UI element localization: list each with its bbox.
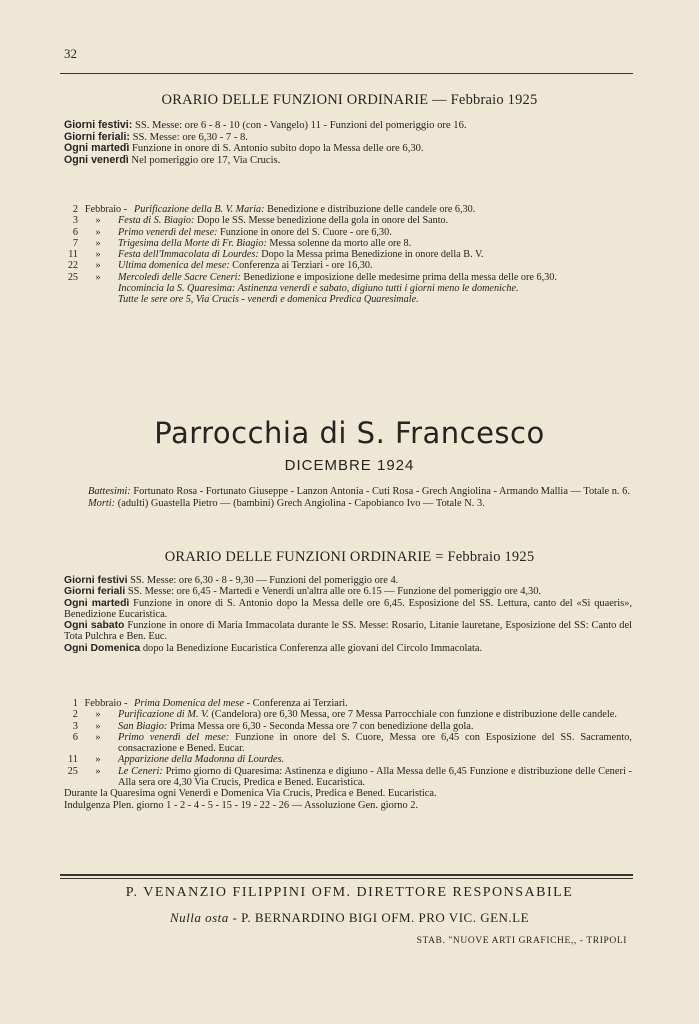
- section1-schedule: [64, 120, 632, 167]
- parish-registry: [64, 486, 632, 509]
- printer-line: STAB. "NUOVE ARTI GRAFICHE,, - TRIPOLI: [416, 936, 627, 946]
- calendar-entry: 2 Febbraio - Purificazione della B. V. Maria: Benedizione e distribuzione delle candele ore 6,30.: [72, 204, 476, 215]
- parish-title: Parrocchia di S. Francesco: [154, 416, 545, 450]
- calendar-entry: 22 » Ultima domenica del mese: Conferenza ai Terziari - ore 16,30.: [67, 260, 373, 272]
- section2-calendar: [64, 698, 632, 811]
- schedule-line: Giorni feriali: SS. Messe: ore 6,30 - 7 - 8.: [64, 130, 248, 143]
- closing-line: Indulgenza Plen. giorno 1 - 2 - 4 - 5 - 15 - 19 - 22 - 26 — Assoluzione Gen. giorno 2.: [64, 799, 419, 811]
- parish-month: DICEMBRE 1924: [284, 457, 415, 474]
- schedule-line: Giorni feriali SS. Messe: ore 6,45 - Martedì e Venerdì un'altra alle ore 6.15 — Funzione del pomeriggio ore 4,30.: [64, 586, 541, 598]
- calendar-entry: 11 » Festa dell'Immacolata di Lourdes: Dopo la Messa prima Benedizione in onore della B. V.: [68, 249, 484, 261]
- schedule-line: Ogni martedì Funzione in onore di S. Antonio dopo la Messa delle ore 6,45. Esposizione del SS. Lettura, canto del «Si quaeris», Benedizione Eucaristica.: [64, 597, 632, 620]
- footer-rule-top: [60, 874, 633, 876]
- baptisms-line: Battesimi: Fortunato Rosa - Fortunato Giuseppe - Lanzon Antonia - Cuti Rosa - Grech Angiolina - Armando Mallia — Totale n. 6.: [88, 486, 630, 497]
- calendar-entry: 3 » Festa di S. Biagio: Dopo le SS. Messe benedizione della gola in onore del Santo.: [72, 215, 449, 227]
- schedule-line: Ogni martedì Funzione in onore di S. Antonio subito dopo la Messa delle ore 6,30.: [64, 142, 424, 155]
- director-line: P. VENANZIO FILIPPINI OFM. DIRETTORE RESPONSABILE: [125, 885, 574, 900]
- top-rule: [60, 73, 633, 74]
- calendar-entry: 2 » Purificazione di M. V. (Candelora) ore 6,30 Messa, ore 7 Messa Parrocchiale con funzione e distribuzione delle candele.: [72, 709, 617, 721]
- calendar-entry: 6 » Primo venerdì del mese: Funzione in onore del S. Cuore, Messa ore 6,45 con Esposizione del SS. Sacramento, consacrazione e Bened. Eucar.: [72, 731, 633, 755]
- footer-rule-top-thin: [60, 878, 633, 879]
- deaths-line: Morti: (adulti) Guastella Pietro — (bambini) Grech Angiolina - Capobianco Ivo — Totale N. 3.: [88, 497, 485, 509]
- calendar-entry: 1 Febbraio - Prima Domenica del mese - Conferenza ai Terziari.: [72, 698, 348, 709]
- calendar-entry: 3 » San Biagio: Prima Messa ore 6,30 - Seconda Messa ore 7 con benedizione della gola.: [72, 720, 474, 732]
- section1-title: ORARIO DELLE FUNZIONI ORDINARIE — Febbraio 1925: [161, 92, 538, 108]
- schedule-line: Ogni sabato Funzione in onore di Maria Immacolata durante le SS. Messe: Rosario, Litanie lauretane, Esposizione del SS: Canto del Tota Pulchra e Ben. Euc.: [64, 620, 632, 643]
- lent-note: Incomincia la S. Quaresima: Astinenza venerdì e sabato, digiuno tutti i giorni meno le domeniche.: [118, 283, 519, 295]
- calendar-entry: 11 » Apparizione della Madonna di Lourdes.: [67, 754, 285, 766]
- calendar-entry: 6 » Primo venerdì del mese: Funzione in onore del S. Cuore - ore 6,30.: [72, 226, 392, 238]
- schedule-line: Ogni venerdì Nel pomeriggio ore 17, Via Crucis.: [64, 154, 281, 167]
- schedule-line: Giorni festivi SS. Messe: ore 6,30 - 8 - 9,30 — Funzioni del pomeriggio ore 4.: [64, 575, 399, 586]
- calendar-entry: 25 » Le Ceneri: Primo giorno di Quaresima: Astinenza e digiuno - Alla Messa delle 6,45 Funzione e distribuzione delle Ceneri - Alla sera ore 4,30 Via Crucis, Predica e Bened. Eucaristica.: [67, 765, 632, 789]
- section2-schedule: [64, 575, 632, 654]
- schedule-line: Giorni festivi: SS. Messe: ore 6 - 8 - 10 (con - Vangelo) 11 - Funzioni del pomeriggio ore 16.: [64, 119, 467, 131]
- section1-calendar: [64, 204, 632, 306]
- schedule-line: Ogni Domenica dopo la Benedizione Eucaristica Conferenza alle giovani del Circolo Immacolata.: [64, 642, 483, 654]
- closing-line: Durante la Quaresima ogni Venerdì e Domenica Via Crucis, Predica e Bened. Eucaristica.: [64, 788, 437, 800]
- lent-note: Tutte le sere ore 5, Via Crucis - venerdì e domenica Predica Quaresimale.: [118, 294, 419, 306]
- nulla-osta-line: Nulla osta - P. BERNARDINO BIGI OFM. PRO VIC. GEN.LE: [169, 910, 530, 925]
- calendar-entry: 7 » Trigesima della Morte di Fr. Biagio: Messa solenne da morto alle ore 8.: [72, 237, 412, 249]
- section2-title: ORARIO DELLE FUNZIONI ORDINARIE = Febbraio 1925: [164, 549, 535, 565]
- page-number: 32: [64, 46, 77, 61]
- calendar-entry: 25 » Mercoledì delle Sacre Ceneri: Benedizione e imposizione delle medesime prima della messa delle ore 6,30.: [67, 271, 557, 283]
